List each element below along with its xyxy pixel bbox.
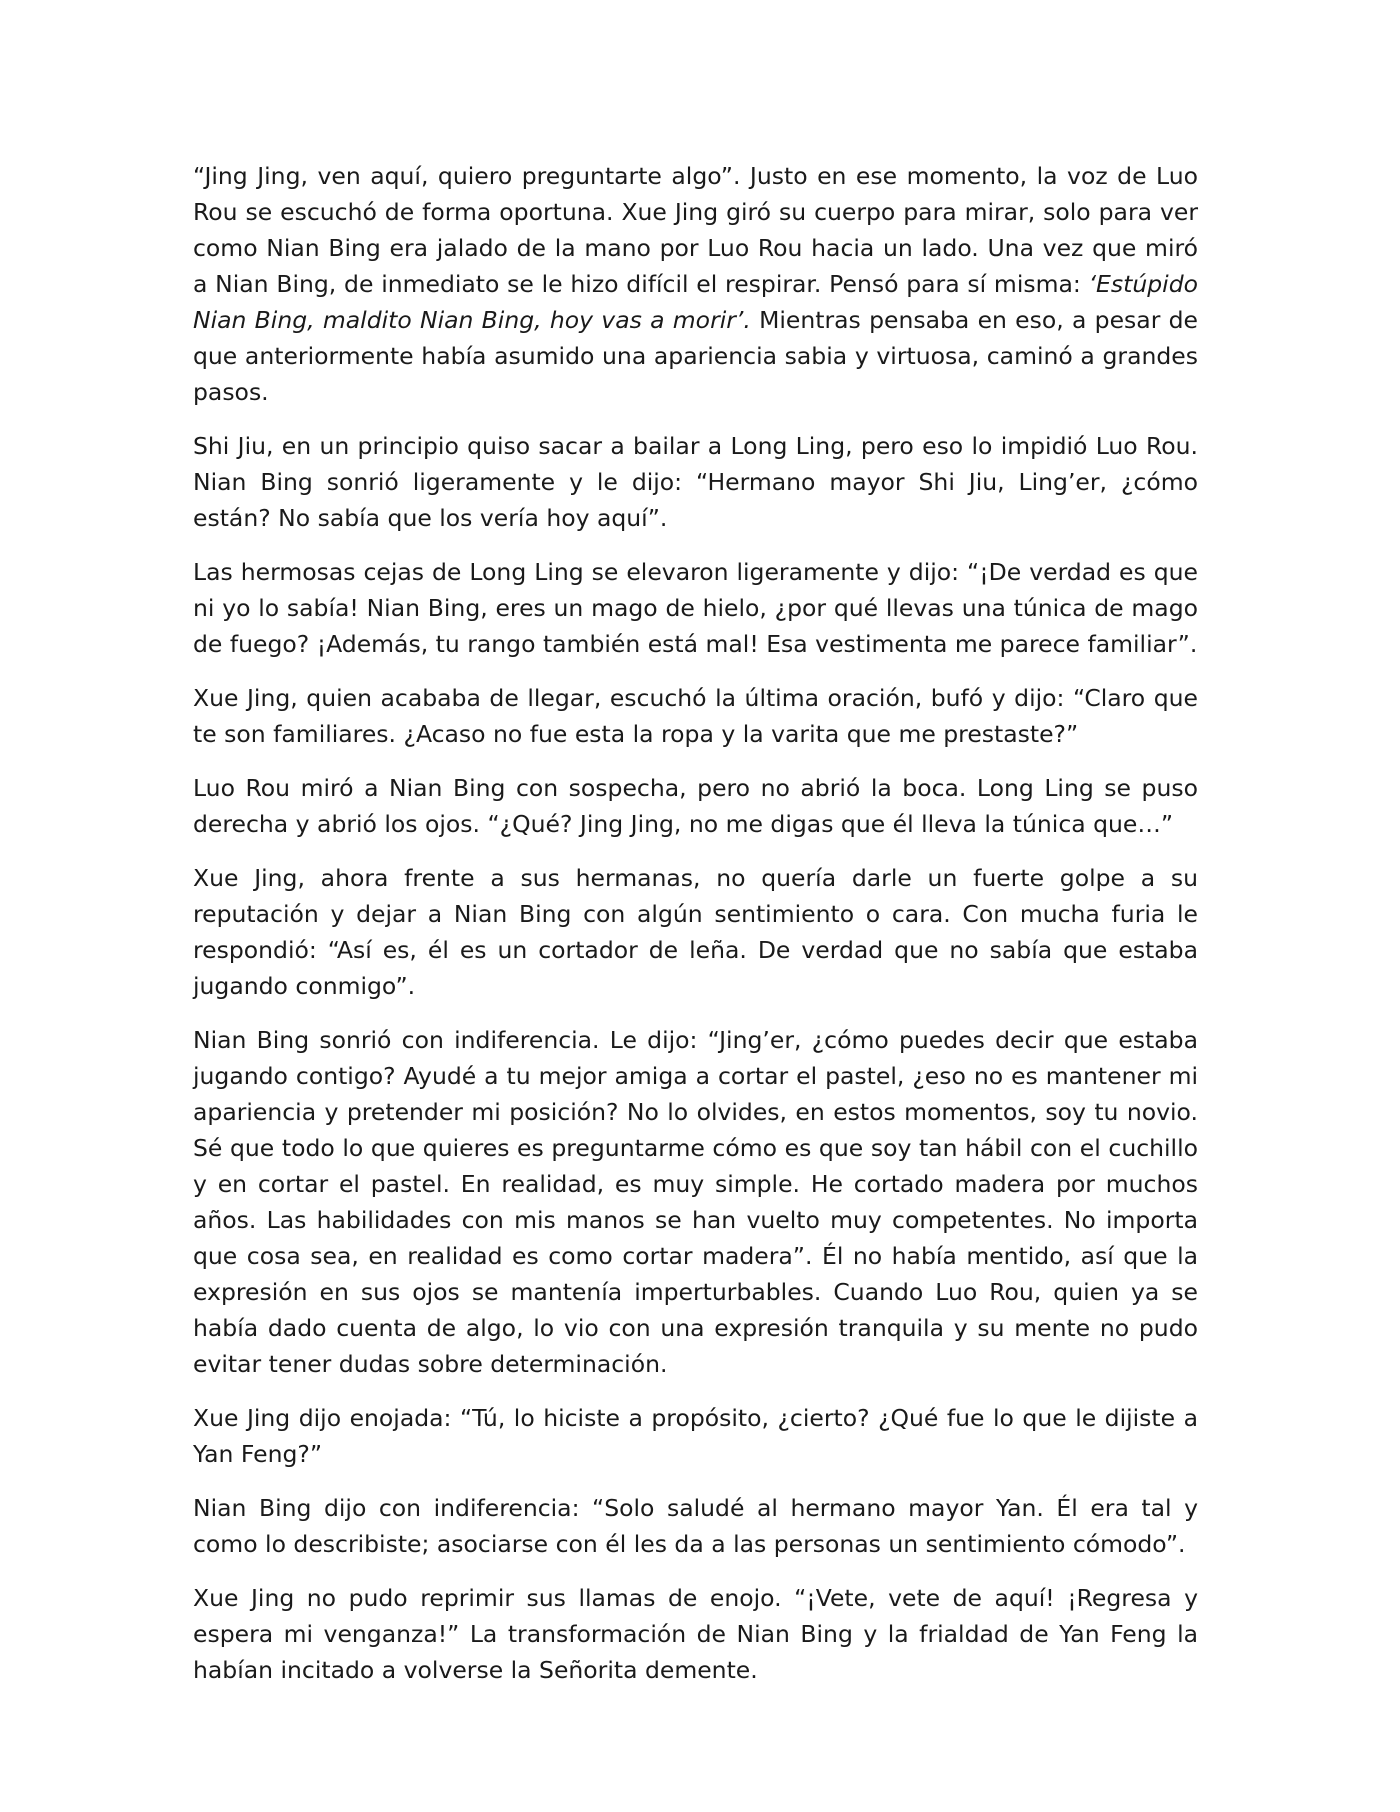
paragraph-5: Luo Rou miró a Nian Bing con sospecha, pero no abrió la boca. Long Ling se puso derecha y abrió los ojos. “¿Qué? Jing Jing, no me digas que él lleva la túnica que…” [193, 774, 1198, 838]
paragraph-7: Nian Bing sonrió con indiferencia. Le dijo: “Jing’er, ¿cómo puedes decir que estaba jugando contigo? Ayudé a tu mejor amiga a cortar el pastel, ¿eso no es mantener mi apariencia y pretender mi posición? No lo olvides, en estos momentos, soy tu novio. Sé que todo lo que quieres es preguntarme cómo es que soy tan hábil con el cuchillo y en cortar el pastel. En realidad, es muy simple. He cortado madera por muchos años. Las habilidades con mis manos se han vuelto muy competentes. No importa que cosa sea, en realidad es como cortar madera”. Él no había mentido, así que la expresión en sus ojos se mantenía imperturbables. Cuando Luo Rou, quien ya se había dado cuenta de algo, lo vio con una expresión tranquila y su mente no pudo evitar tener dudas sobre determinación. [193, 1026, 1198, 1378]
paragraph-3: Las hermosas cejas de Long Ling se elevaron ligeramente y dijo: “¡De verdad es que ni yo lo sabía! Nian Bing, eres un mago de hielo, ¿por qué llevas una túnica de mago de fuego? ¡Además, tu rango también está mal! Esa vestimenta me parece familiar”. [193, 558, 1198, 658]
paragraph-1-text-end: Mientras pensaba en eso, a pesar de que anteriormente había asumido una apariencia sabia y virtuosa, caminó a grandes pasos. [193, 306, 1198, 406]
paragraph-1-text-start: “Jing Jing, ven aquí, quiero preguntarte algo”. Justo en ese momento, la voz de Luo Rou se escuchó de forma oportuna. Xue Jing giró su cuerpo para mirar, solo para ver como Nian Bing era jalado de la mano por Luo Rou hacia un lado. Una vez que miró a Nian Bing, de inmediato se le hizo difícil el respirar. Pensó para sí misma: [193, 162, 1198, 298]
paragraph-1-italic-thought: ‘Estúpido Nian Bing, maldito Nian Bing, hoy vas a morir’. [193, 270, 1198, 334]
paragraph-1 [193, 158, 1198, 410]
paragraph-4: Xue Jing, quien acababa de llegar, escuchó la última oración, bufó y dijo: “Claro que te son familiares. ¿Acaso no fue esta la ropa y la varita que me prestaste?” [193, 684, 1198, 748]
paragraph-10: Xue Jing no pudo reprimir sus llamas de enojo. “¡Vete, vete de aquí! ¡Regresa y espera mi venganza!” La transformación de Nian Bing y la frialdad de Yan Feng la habían incitado a volverse la Señorita demente. [193, 1584, 1198, 1684]
document-body [193, 158, 1198, 1706]
paragraph-2: Shi Jiu, en un principio quiso sacar a bailar a Long Ling, pero eso lo impidió Luo Rou. Nian Bing sonrió ligeramente y le dijo: “Hermano mayor Shi Jiu, Ling’er, ¿cómo están? No sabía que los vería hoy aquí”. [193, 432, 1198, 532]
paragraph-6: Xue Jing, ahora frente a sus hermanas, no quería darle un fuerte golpe a su reputación y dejar a Nian Bing con algún sentimiento o cara. Con mucha furia le respondió: “Así es, él es un cortador de leña. De verdad que no sabía que estaba jugando conmigo”. [193, 864, 1198, 1000]
paragraph-9: Nian Bing dijo con indiferencia: “Solo saludé al hermano mayor Yan. Él era tal y como lo describiste; asociarse con él les da a las personas un sentimiento cómodo”. [193, 1494, 1198, 1558]
paragraph-8: Xue Jing dijo enojada: “Tú, lo hiciste a propósito, ¿cierto? ¿Qué fue lo que le dijiste a Yan Feng?” [193, 1404, 1198, 1468]
